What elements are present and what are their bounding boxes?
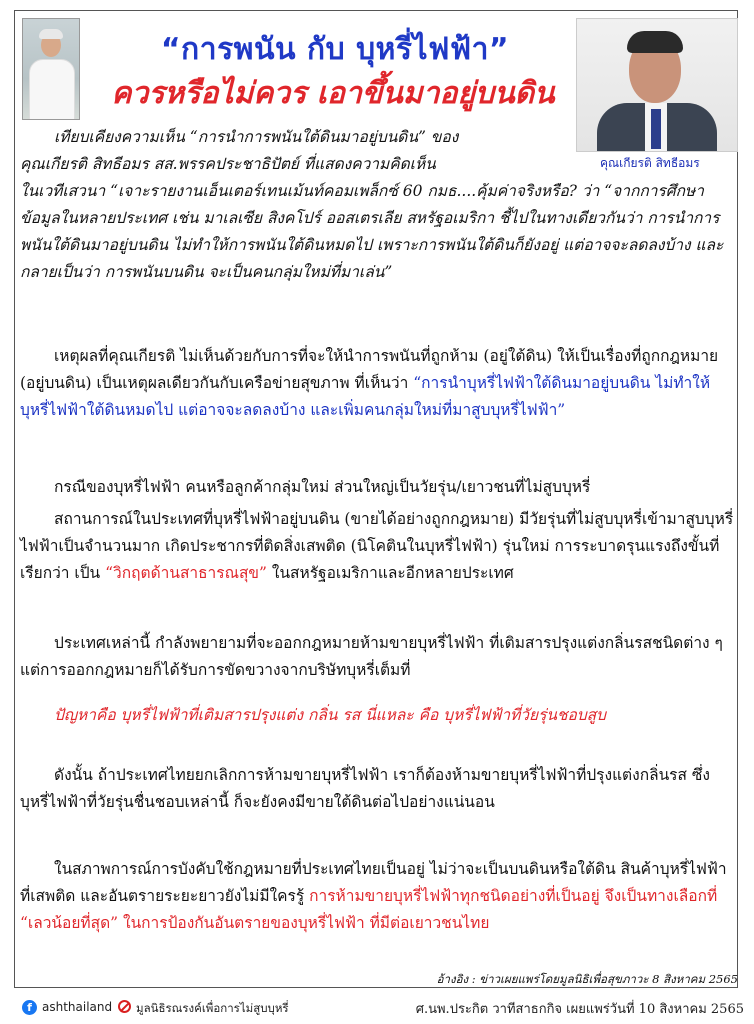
paragraph-4: สถานการณ์ในประเทศที่บุหรี่ไฟฟ้าอยู่บนดิน (ขายได้อย่างถูกกฎหมาย) มีวัยรุ่นที่ไม่สูบบุหรี่เข้ามาสูบบุหรี่ไฟฟ้าเป็นจำนวนมาก เกิดประชากรที่ติดสิ่งเสพติด (นิโคตินในบุหรี่ไฟฟ้า) รุ่นใหม่ การระบาดรุนแรงถึงขั้นที่เรียกว่า เป็น “วิกฤตด้านสาธารณสุข” ในสหรัฐอเมริกาและอีกหลายประเทศ xyxy=(20,510,734,582)
paragraph-1-quote: ในเวทีเสวนา “เจาะรายงานเอ็นเตอร์เทนเม้นท์คอมเพล็กซ์ 60 กมธ....คุ้มค่าจริงหรือ? ว่า “จากการศึกษาข้อมูลในหลายประเทศ เช่น มาเลเซีย สิงคโปร์ ออสเตรเลีย สหรัฐอเมริกา ชี้ไปในทางเดียวกันว่า การนำการพนันใต้ดินมาอยู่บนดิน ไม่ทำให้การพนันใต้ดินหมดไป เพราะการพนันใต้ดินก็ยังอยู่ แต่อาจจะลดลงบ้าง และกลายเป็นว่า การพนันบนดิน จะเป็นคนกลุ่มใหม่ที่มาเล่น” xyxy=(20,182,724,281)
reference-note: อ้างอิง : ข่าวเผยแพร่โดยมูลนิธิเพื่อสุขภาวะ 8 สิงหาคม 2565 xyxy=(436,972,738,986)
facebook-icon: f xyxy=(22,1000,37,1015)
paragraph-8-highlight: การห้ามขายบุหรี่ไฟฟ้าทุกชนิดอย่างที่เป็นอยู่ จึงเป็นทางเลือกที่ “เลวน้อยที่สุด” ในการป้องกันอันตรายของบุหรี่ไฟฟ้า ที่มีต่อเยาวชนไทย xyxy=(20,887,718,932)
no-smoking-icon xyxy=(118,1000,131,1013)
politician-photo xyxy=(576,18,738,152)
paragraph-1-intro: เทียบเคียงความเห็น “การนำการพนันใต้ดินมาอยู่บนดิน” ของ คุณเกียรติ สิทธีอมร สส.พรรคประชาธิปัตย์ ที่แสดงความคิดเห็น xyxy=(20,128,459,173)
footer xyxy=(0,992,754,1024)
paragraph-4-highlight: “วิกฤตด้านสาธารณสุข” xyxy=(105,564,267,582)
facebook-label[interactable]: ashthailand xyxy=(42,1000,113,1014)
paragraph-3: กรณีของบุหรี่ไฟฟ้า คนหรือลูกค้ากลุ่มใหม่ ส่วนใหญ่เป็นวัยรุ่น/เยาวชนที่ไม่สูบบุหรี่ xyxy=(54,478,591,496)
photo-figure-shirt xyxy=(29,59,75,120)
photo-figure-hair xyxy=(39,29,63,39)
paragraph-2-highlight: “การนำบุหรี่ไฟฟ้าใต้ดินมาอยู่บนดิน ไม่ทำให้บุหรี่ไฟฟ้าใต้ดินหมดไป แต่อาจจะลดลงบ้าง และเพิ่มคนกลุ่มใหม่ที่มาสูบบุหรี่ไฟฟ้า” xyxy=(20,374,711,419)
author-credit: ศ.นพ.ประกิต วาทีสาธกกิจ เผยแพร่วันที่ 10 สิงหาคม 2565 xyxy=(415,1002,744,1017)
title-line-2: ควรหรือไม่ควร เอาขึ้นมาอยู่บนดิน xyxy=(111,76,555,111)
title-line-1: “การพนัน กับ บุหรี่ไฟฟ้า” xyxy=(160,32,510,67)
paragraph-7: ดังนั้น ถ้าประเทศไทยยกเลิกการห้ามขายบุหรี่ไฟฟ้า เราก็ต้องห้ามขายบุหรี่ไฟฟ้าที่ปรุงแต่งกลิ่นรส ซึ่งบุหรี่ไฟฟ้าที่วัยรุ่นชื่นชอบเหล่านี้ ก็จะยังคงมีขายใต้ดินต่อไปอย่างแน่นอน xyxy=(20,766,710,811)
organization-label: มูลนิธิรณรงค์เพื่อการไม่สูบบุหรี่ xyxy=(136,1001,289,1015)
paragraph-6-highlight: ปัญหาคือ บุหรี่ไฟฟ้าที่เติมสารปรุงแต่ง กลิ่น รส นี่แหละ คือ บุหรี่ไฟฟ้าที่วัยรุ่นชอบสูบ xyxy=(54,706,606,724)
paragraph-5: ประเทศเหล่านี้ กำลังพยายามที่จะออกกฎหมายห้ามขายบุหรี่ไฟฟ้า ที่เติมสารปรุงแต่งกลิ่นรสชนิดต่าง ๆ แต่การออกกฎหมายก็ได้รับการขัดขวางจากบริษัทบุหรี่เต็มที่ xyxy=(20,634,723,679)
photo-tie xyxy=(651,109,661,149)
photo-caption: คุณเกียรติ สิทธีอมร xyxy=(600,156,700,170)
photo-hair xyxy=(627,31,683,53)
author-photo xyxy=(22,18,80,120)
paragraph-8: ในสภาพการณ์การบังคับใช้กฎหมายที่ประเทศไทยเป็นอยู่ ไม่ว่าจะเป็นบนดินหรือใต้ดิน สินค้าบุหรี่ไฟฟ้าที่เสพติด และอันตรายระยะยาวยังไม่มีใครรู้ การห้ามขายบุหรี่ไฟฟ้าทุกชนิดอย่างที่เป็นอยู่ จึงเป็นทางเลือกที่ “เลวน้อยที่สุด” ในการป้องกันอันตรายของบุหรี่ไฟฟ้า ที่มีต่อเยาวชนไทย xyxy=(20,860,727,932)
paragraph-2: เหตุผลที่คุณเกียรติ ไม่เห็นด้วยกับการที่จะให้นำการพนันที่ถูกห้าม (อยู่ใต้ดิน) ให้เป็นเรื่องที่ถูกกฎหมาย (อยู่บนดิน) เป็นเหตุผลเดียวกันกับเครือข่ายสุขภาพ ที่เห็นว่า “การนำบุหรี่ไฟฟ้าใต้ดินมาอยู่บนดิน ไม่ทำให้บุหรี่ไฟฟ้าใต้ดินหมดไป แต่อาจจะลดลงบ้าง และเพิ่มคนกลุ่มใหม่ที่มาสูบบุหรี่ไฟฟ้า” xyxy=(20,347,719,419)
